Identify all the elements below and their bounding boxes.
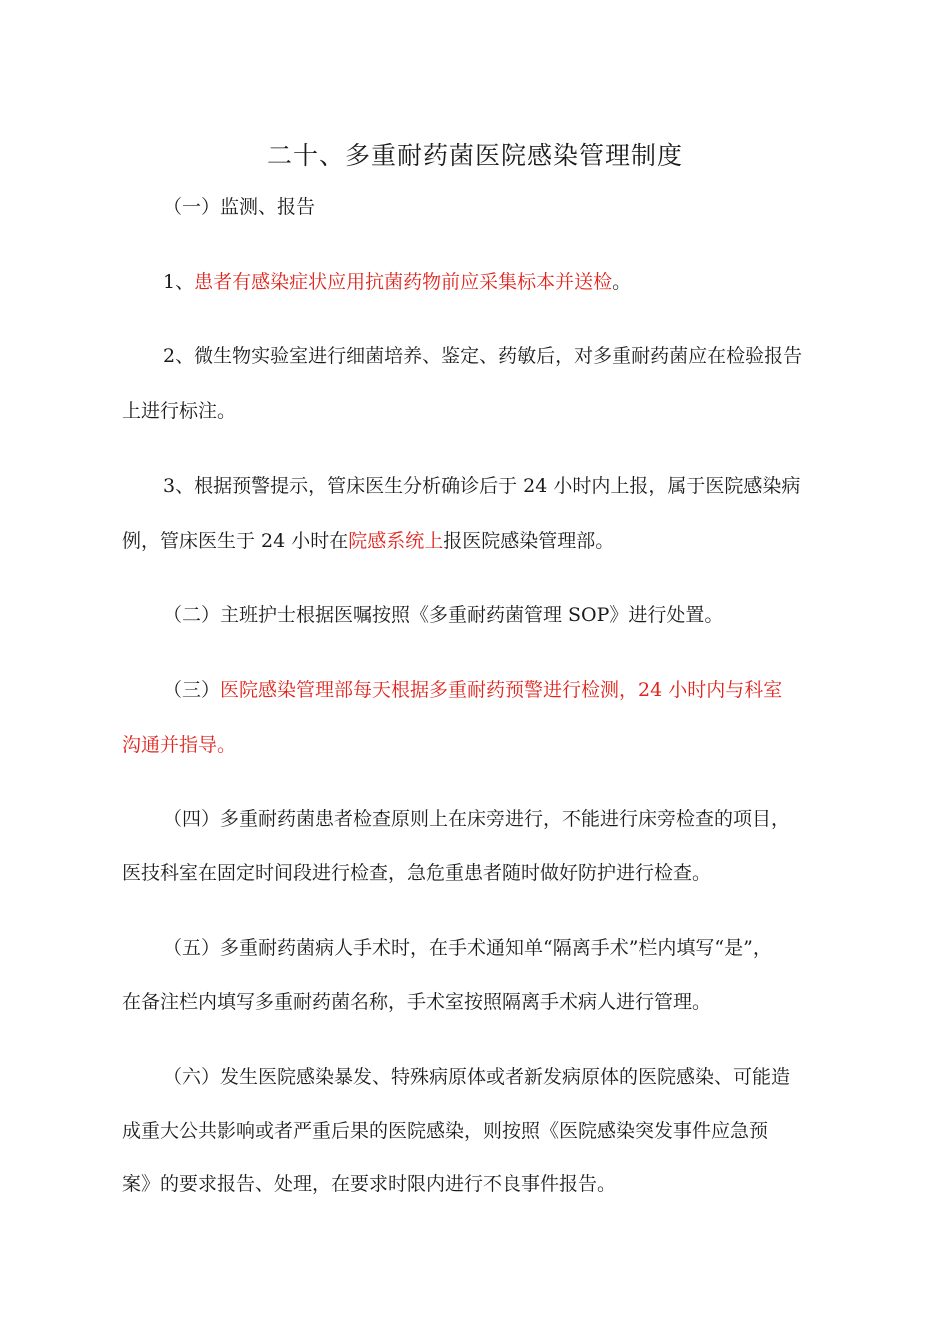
section-3-highlight-line-1: 医院感染管理部每天根据多重耐药预警进行检测，24 小时内与科室 [220, 679, 783, 701]
paragraph-3-line-2-suffix: 报医院感染管理部。 [443, 530, 615, 552]
document-title: 二十、多重耐药菌医院感染管理制度 [266, 141, 683, 170]
paragraph-1-suffix: 。 [612, 271, 632, 293]
paragraph-2-line-2: 上进行标注。 [122, 400, 237, 422]
paragraph-3-line-2-prefix: 例，管床医生于 24 小时在 [122, 530, 349, 552]
paragraph-1 [163, 268, 631, 296]
section-4-line-2: 医技科室在固定时间段进行检查，急危重患者随时做好防护进行检查。 [122, 862, 712, 884]
paragraph-1-highlight: 患者有感染症状应用抗菌药物前应采集标本并送检 [194, 271, 613, 293]
section-5-line-2: 在备注栏内填写多重耐药菌名称，手术室按照隔离手术病人进行管理。 [122, 991, 712, 1013]
section-3-number: （三） [163, 679, 221, 701]
paragraph-1-number: 1、 [163, 271, 195, 293]
section-heading-monitoring: （一）监测、报告 [163, 196, 316, 218]
paragraph-3-highlight: 院感系统上 [348, 530, 444, 552]
section-6-line-1: （六）发生医院感染暴发、特殊病原体或者新发病原体的医院感染、可能造 [163, 1066, 791, 1088]
section-5-line-1: （五）多重耐药菌病人手术时，在手术通知单“隔离手术”栏内填写“是”， [163, 937, 772, 959]
section-4-line-1: （四）多重耐药菌患者检查原则上在床旁进行，不能进行床旁检查的项目， [163, 808, 791, 830]
paragraph-2-line-1: 2、微生物实验室进行细菌培养、鉴定、药敏后，对多重耐药菌应在检验报告 [163, 345, 803, 367]
section-6-line-3: 案》的要求报告、处理，在要求时限内进行不良事件报告。 [122, 1173, 617, 1195]
section-6-line-2: 成重大公共影响或者严重后果的医院感染，则按照《医院感染突发事件应急预 [122, 1120, 769, 1142]
section-2-nurse-sop: （二）主班护士根据医嘱按照《多重耐药菌管理 SOP》进行处置。 [163, 604, 724, 626]
section-3-highlight-line-2: 沟通并指导。 [122, 734, 237, 756]
section-3-line-1 [163, 676, 782, 704]
paragraph-3-line-1: 3、根据预警提示，管床医生分析确诊后于 24 小时内上报，属于医院感染病 [163, 475, 801, 497]
paragraph-3-line-2 [122, 527, 614, 555]
